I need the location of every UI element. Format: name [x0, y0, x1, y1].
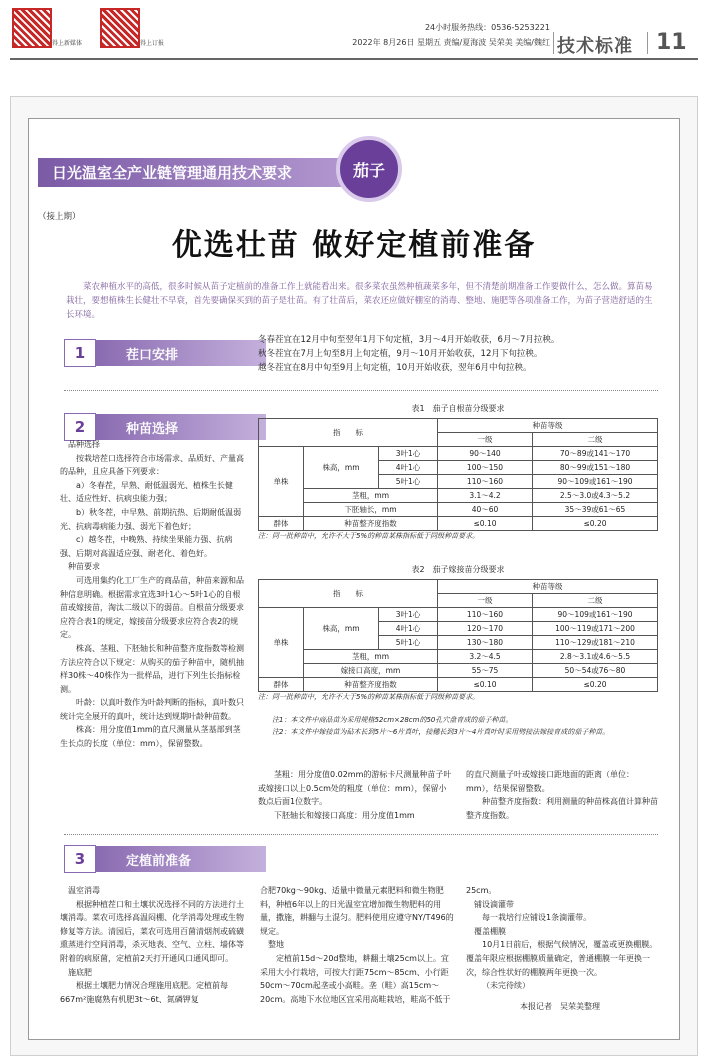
row-label: 下胚轴长，mm — [304, 503, 438, 517]
intro-paragraph: 菜农种植水平的高低，很多时候从苗子定植前的准备工作上就能看出来。很多菜农虽然种植蔬菜多年，但不清楚前期准备工作要做什么，怎么做。算苗易栽壮，要想植株生长健壮不早衰，首先要确保买到的苗子是壮苗。有了壮苗后，菜农还应做好棚室的消毒、整地、施肥等各项准备工作，为苗子营造舒适的生长环境。 — [66, 282, 653, 320]
cell: 50～54或76～80 — [533, 664, 658, 678]
header-grade-1: 一级 — [438, 433, 533, 447]
byline: 本报记者 吴荣美整理 — [520, 1002, 600, 1011]
series-banner: 日光温室全产业链管理通用技术要求 — [38, 158, 366, 187]
page-number: 11 — [656, 30, 687, 55]
cell: ≤0.20 — [533, 517, 658, 531]
cell: 110～160 — [438, 608, 533, 622]
sec3-column-1 — [60, 884, 250, 1006]
schedule-item: 越冬茬宜在8月中旬至9月上旬定植，10月开始收获，翌年6月中旬拉秧。 — [258, 363, 532, 373]
paragraph: 根据种植茬口和土壤状况选择不同的方法进行土壤消毒。菜农可选择高温闷棚、化学消毒处理或生物修复等方法。清园后，菜农可选用百菌清烟剂或硫磺熏蒸进行空间消毒，杀灭地表、空气、立柱、墙体等附着的病原菌，定植前2天打开通风口通风即可。 — [60, 899, 244, 963]
paragraph: 25cm。 — [466, 886, 497, 895]
table1-caption: 表1 茄子自根苗分级要求 — [411, 404, 505, 413]
group-single: 单株 — [259, 447, 304, 517]
paragraph: 合肥70kg～90kg、适量中微量元素肥料和微生物肥料，种植6年以上的日光温室宜增加微生物肥料的用量，撒施，耕翻与土混匀。肥料使用应遵守NY/T496的规定。 — [260, 886, 454, 936]
header-index: 指 标 — [259, 419, 438, 447]
table1 — [258, 418, 658, 541]
section-number: 1 — [64, 339, 96, 367]
section-heading-1 — [64, 340, 266, 366]
row-label: 茎粗，mm — [304, 650, 438, 664]
subheading: 覆盖棚膜 — [474, 926, 506, 936]
cell: 110～160 — [438, 475, 533, 489]
header-grade: 种苗等级 — [438, 580, 658, 594]
schedule-item: 冬春茬宜在12月中旬至翌年1月下旬定植，3月～4月开始收获，6月～7月拉秧。 — [258, 335, 560, 345]
section-number: 2 — [64, 413, 96, 441]
dotted-divider — [64, 834, 658, 835]
divider — [553, 32, 554, 54]
cell: ≤0.10 — [438, 517, 533, 531]
cell: 90～140 — [438, 447, 533, 461]
dateline: 2022年 8月26日 星期五 责编/夏海波 吴荣美 美编/魏红 — [352, 38, 550, 47]
cell: 100～150 — [438, 461, 533, 475]
paragraph: 的直尺测量子叶或嫁接口距地面的距离（单位：mm），结果保留整数。 — [466, 770, 634, 793]
subheading: 整地 — [268, 940, 284, 950]
header-grade-1: 一级 — [438, 594, 533, 608]
header-grade: 种苗等级 — [438, 419, 658, 433]
row-label: 株高，mm — [304, 608, 379, 650]
row-label: 嫁接口高度，mm — [304, 664, 438, 678]
subheading: 施底肥 — [68, 967, 92, 977]
paragraph: 10月1日前后，根据气候情况，覆盖或更换棚膜。覆盖年限应根据棚膜质量确定，普通棚膜一年更换一次，综合性状好的棚膜两年更换一次。 — [466, 940, 658, 977]
cell: 40～60 — [438, 503, 533, 517]
cell: 90～109或161～190 — [533, 475, 658, 489]
footnote: 注1：本文件中商品苗为采用规格52cm×28cm的50孔穴盘育成的茄子种苗。 — [272, 716, 513, 724]
cell: 90～109或161～190 — [533, 608, 658, 622]
section-title: 种苗选择 — [96, 414, 266, 440]
section-name: 技术标准 — [557, 36, 633, 57]
cell: 5叶1心 — [379, 636, 438, 650]
qr-code-right[interactable] — [100, 8, 140, 48]
cell: 3.1～4.2 — [438, 489, 533, 503]
header-grade-2: 二级 — [533, 594, 658, 608]
sec2-right-column — [466, 768, 658, 822]
eggplant-badge: 茄子 — [336, 136, 402, 202]
section-heading-3 — [64, 846, 266, 872]
footnote: 注2：本文件中嫁接苗为砧木长到5片～6片真叶，接穗长到3片～4片真叶时采用劈接法嫁接育成的茄子种苗。 — [272, 728, 610, 736]
paragraph: 定植前15d～20d整地，耕翻土壤25cm以上。宜采用大小行栽培，可按大行距75cm～85cm、小行距50cm～70cm起垄或小高畦。垄（畦）高15cm～20cm。高地下水位地区宜采用高畦栽培，畦高不低于 — [260, 953, 451, 1004]
paragraph: 按栽培茬口选择符合市场需求、品质好、产量高的品种，且应具备下列要求： — [60, 453, 244, 477]
hotline: 24小时服务热线：0536-5253221 — [424, 23, 550, 32]
cell: 120～170 — [438, 622, 533, 636]
paragraph: 茎粗：用分度值0.02mm的游标卡尺测量种苗子叶或嫁接口以上0.5cm处的粗度（单位：mm），保留小数点后面1位数字。 — [258, 770, 452, 807]
cell: 5叶1心 — [379, 475, 438, 489]
cell: 55～75 — [438, 664, 533, 678]
subheading: 品种选择 — [68, 440, 100, 449]
cell: 80～99或151～180 — [533, 461, 658, 475]
qr-label-right: 得上订报 — [140, 40, 165, 47]
cell: 110～129或181～210 — [533, 636, 658, 650]
schedule-item: 秋冬茬宜在7月上旬至8月上旬定植，9月～10月开始收获，12月下旬拉秧。 — [258, 349, 543, 359]
paragraph: 根据土壤肥力情况合理施用底肥。定植前每667m²施腐熟有机肥3t～6t、氮磷钾复 — [60, 981, 228, 1004]
divider — [647, 32, 648, 54]
continued-note: （接上期） — [38, 212, 81, 222]
paragraph: 每一栽培行应铺设1条滴灌带。 — [482, 913, 592, 923]
paragraph: 株高、茎粗、下胚轴长和种苗整齐度指数等检测方法应符合以下规定：从购买的茄子种苗中，随机抽样30株～40株作为一批样品，进行下列生长指标检测。 — [60, 643, 244, 694]
sec2-mid-column — [258, 768, 453, 822]
group-population: 群体 — [259, 678, 304, 692]
table1-note: 注：同一批种苗中，允许不大于5%的种苗某株指标低于同级种苗要求。 — [258, 532, 480, 540]
cell: 3叶1心 — [379, 608, 438, 622]
cell: 3叶1心 — [379, 447, 438, 461]
section-heading-2 — [64, 414, 266, 440]
paragraph: 可选用集约化工厂生产的商品苗，种苗来源和品种信息明确。根据需求宜选3叶1心～5叶1心的自根苗或嫁接苗，淘汰二级以下的弱苗。自根苗分级要求应符合表1的规定，嫁接苗分级要求应符合表2的规定。 — [60, 575, 244, 640]
qr-code-left[interactable] — [12, 8, 52, 48]
subheading: 种苗要求 — [68, 562, 100, 572]
cell: ≤0.10 — [438, 678, 533, 692]
dotted-divider — [64, 390, 658, 391]
section-number: 3 — [64, 845, 96, 873]
header-index: 指 标 — [259, 580, 438, 608]
paragraph: 叶龄：以真叶数作为叶龄判断的指标，真叶数只统计完全展开的真叶，统计达到规期叶龄种苗数。 — [60, 698, 244, 721]
qr-label-left: 得上新媒体 — [52, 40, 83, 47]
table2 — [258, 579, 658, 702]
section-title: 定植前准备 — [96, 846, 266, 872]
cell: 35～39或61～65 — [533, 503, 658, 517]
row-label: 茎粗，mm — [304, 489, 438, 503]
table2-note: 注：同一批种苗中，允许不大于5%的种苗某株指标低于同级种苗要求。 — [258, 693, 480, 701]
subheading: 铺设滴灌带 — [474, 899, 514, 909]
sec3-column-3 — [466, 884, 658, 993]
paragraph: 下胚轴长和嫁接口高度：用分度值1mm — [274, 810, 415, 820]
paragraph: 株高：用分度值1mm的直尺测量从茎基部到茎生长点的长度（单位：mm），保留整数。 — [60, 725, 241, 749]
cell: 100～119或171～200 — [533, 622, 658, 636]
paragraph: c）越冬茬，中晚熟、持续坐果能力强、抗病强、后期对高温适应强、耐老化、着色好。 — [60, 535, 233, 558]
cell: 3.2～4.5 — [438, 650, 533, 664]
group-population: 群体 — [259, 517, 304, 531]
cell: 70～89或141～170 — [533, 447, 658, 461]
headline: 优选壮苗 做好定植前准备 — [171, 228, 537, 263]
group-single: 单株 — [259, 608, 304, 678]
header-rule — [10, 58, 698, 60]
sec3-column-2 — [260, 884, 456, 1006]
row-label: 种苗整齐度指数 — [304, 678, 438, 692]
cell: 130～180 — [438, 636, 533, 650]
row-label: 种苗整齐度指数 — [304, 517, 438, 531]
subheading: 温室消毒 — [68, 886, 100, 895]
section-title: 茬口安排 — [96, 340, 266, 366]
to-be-continued: （未完待续） — [482, 981, 530, 991]
header-grade-2: 二级 — [533, 433, 658, 447]
paragraph: a）冬春茬，早熟、耐低温弱光、植株生长健壮、适应性好、抗病虫能力强； — [60, 480, 233, 504]
cell: 4叶1心 — [379, 461, 438, 475]
cell: 2.5～3.0或4.3～5.2 — [533, 489, 658, 503]
cell: 2.8～3.1或4.6～5.5 — [533, 650, 658, 664]
cell: ≤0.20 — [533, 678, 658, 692]
paragraph: 种苗整齐度指数：利用测量的种苗株高值计算种苗整齐度指数。 — [466, 797, 658, 820]
cell: 4叶1心 — [379, 622, 438, 636]
paragraph: b）秋冬茬，中早熟、前期抗热、后期耐低温弱光、抗病毒病能力强、弱光下着色好； — [60, 507, 242, 531]
table2-caption: 表2 茄子嫁接苗分级要求 — [411, 565, 505, 574]
sec2-left-column — [60, 438, 244, 751]
table-footnotes — [272, 714, 658, 738]
row-label: 株高，mm — [304, 447, 379, 489]
schedule-list — [258, 333, 658, 375]
